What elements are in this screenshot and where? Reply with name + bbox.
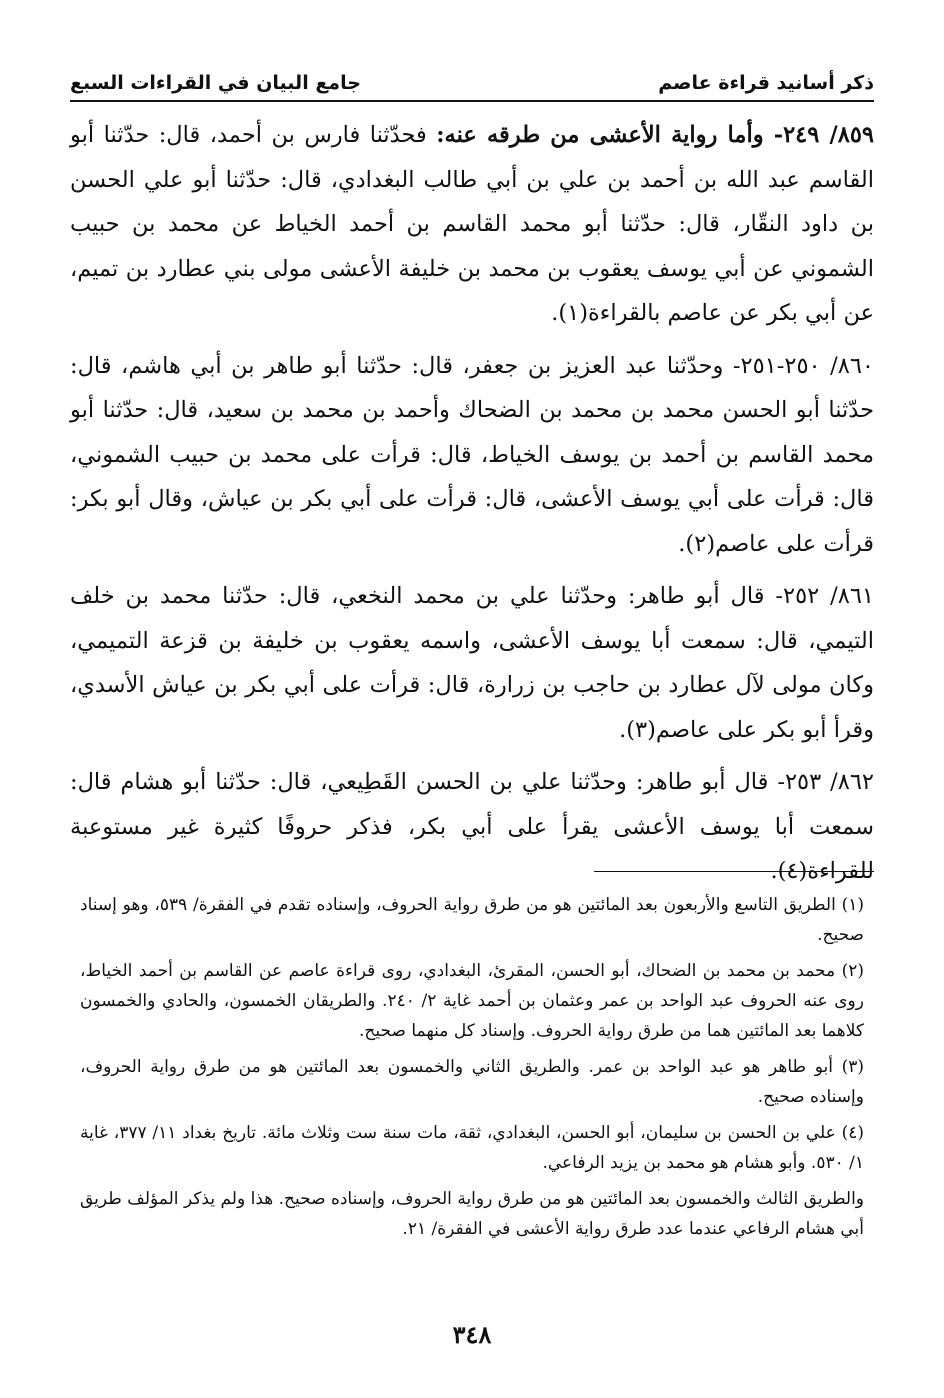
footnotes bbox=[80, 890, 864, 1250]
footnote-divider bbox=[594, 871, 874, 872]
paragraph-860 bbox=[70, 344, 874, 567]
header-chapter-title: ذكر أسانيد قراءة عاصم bbox=[658, 72, 874, 94]
paragraph-lead: ٨٥٩/ ٢٤٩- وأما رواية الأعشى من طرقه عنه: bbox=[436, 122, 874, 148]
paragraph-body: فحدّثنا فارس بن أحمد، قال: حدّثنا أبو القاسم عبد الله بن أحمد بن علي بن أبي طالب البغدادي، قال: حدّثنا أبو علي الحسن بن داود النقّار، قال: حدّثنا أبو محمد القاسم بن أحمد الخياط عن محمد بن حبيب الشموني عن أبي يوسف يعقوب بن محمد بن خليفة الأعشى مولى بني عطارد بن تميم، عن أبي بكر عن عاصم بالقراءة(١). bbox=[70, 122, 874, 326]
page-number: ٣٤٨ bbox=[452, 1320, 492, 1349]
footnote-4-continued: والطريق الثالث والخمسون بعد المائتين هو من طرق رواية الحروف، وإسناده صحيح. هذا ولم يذكر المؤلف طريق أبي هشام الرفاعي عندما عدد طرق رواية الأعشى في الفقرة/ ٢١. bbox=[80, 1189, 864, 1239]
paragraph-body: ٨٦١/ ٢٥٢- قال أبو طاهر: وحدّثنا علي بن محمد النخعي، قال: حدّثنا محمد بن خلف التيمي، قال: سمعت أبا يوسف الأعشى، واسمه يعقوب بن خليفة بن قزعة التميمي، وكان مولى لآل عطارد بن حاجب بن زرارة، قال: قرأت على أبي بكر بن عياش الأسدي، وقرأ أبو بكر على عاصم(٣). bbox=[70, 583, 875, 743]
footnote-2: (٢) محمد بن محمد بن الضحاك، أبو الحسن، المقرئ، البغدادي، روى قراءة عاصم عن القاسم بن أحمد الخياط، روى عنه الحروف عبد الواحد بن عمر وعثمان بن أحمد غاية ٢/ ٢٤٠. والطريقان الخمسون، والحادي والخمسون كلاهما بعد المائتين هما من طرق رواية الحروف. وإسناد كل منهما صحيح. bbox=[80, 961, 864, 1041]
paragraph-862 bbox=[70, 760, 874, 894]
footnote-1: (١) الطريق التاسع والأربعون بعد المائتين هو من طرق رواية الحروف، وإسناده تقدم في الفقرة/ ٥٣٩، وهو إسناد صحيح. bbox=[80, 895, 864, 945]
footnote-4: (٤) علي بن الحسن بن سليمان، أبو الحسن، البغدادي، ثقة، مات سنة ست وثلاث مائة. تاريخ بغداد ١١/ ٣٧٧، غاية ١/ ٥٣٠. وأبو هشام هو محمد بن يزيد الرفاعي. bbox=[80, 1123, 864, 1173]
header-book-title: جامع البيان في القراءات السبع bbox=[70, 72, 361, 94]
paragraph-861 bbox=[70, 574, 874, 752]
footnote-3: (٣) أبو طاهر هو عبد الواحد بن عمر. والطريق الثاني والخمسون بعد المائتين هو من طرق رواية الحروف، وإسناده صحيح. bbox=[80, 1057, 864, 1107]
paragraph-859 bbox=[70, 113, 874, 336]
main-text bbox=[70, 113, 874, 902]
header-divider bbox=[70, 100, 874, 102]
running-header bbox=[70, 58, 874, 94]
paragraph-body: ٨٦٠/ ٢٥٠-٢٥١- وحدّثنا عبد العزيز بن جعفر، قال: حدّثنا أبو طاهر بن أبي هاشم، قال: حدّثنا أبو الحسن محمد بن محمد بن الضحاك وأحمد بن محمد بن سعيد، قال: حدّثنا أبو محمد القاسم بن أحمد بن يوسف الخياط، قال: قرأت على محمد بن حبيب الشموني، قال: قرأت على أبي يوسف الأعشى، قال: قرأت على أبي بكر بن عياش، وقال أبو بكر: قرأت على عاصم(٢). bbox=[70, 352, 875, 557]
paragraph-body: ٨٦٢/ ٢٥٣- قال أبو طاهر: وحدّثنا علي بن الحسن القَطِيعي، قال: حدّثنا أبو هشام قال: سمعت أبا يوسف الأعشى يقرأ على أبي بكر، فذكر حروفًا كثيرة غير مستوعبة للقراءة(٤). bbox=[70, 769, 874, 884]
